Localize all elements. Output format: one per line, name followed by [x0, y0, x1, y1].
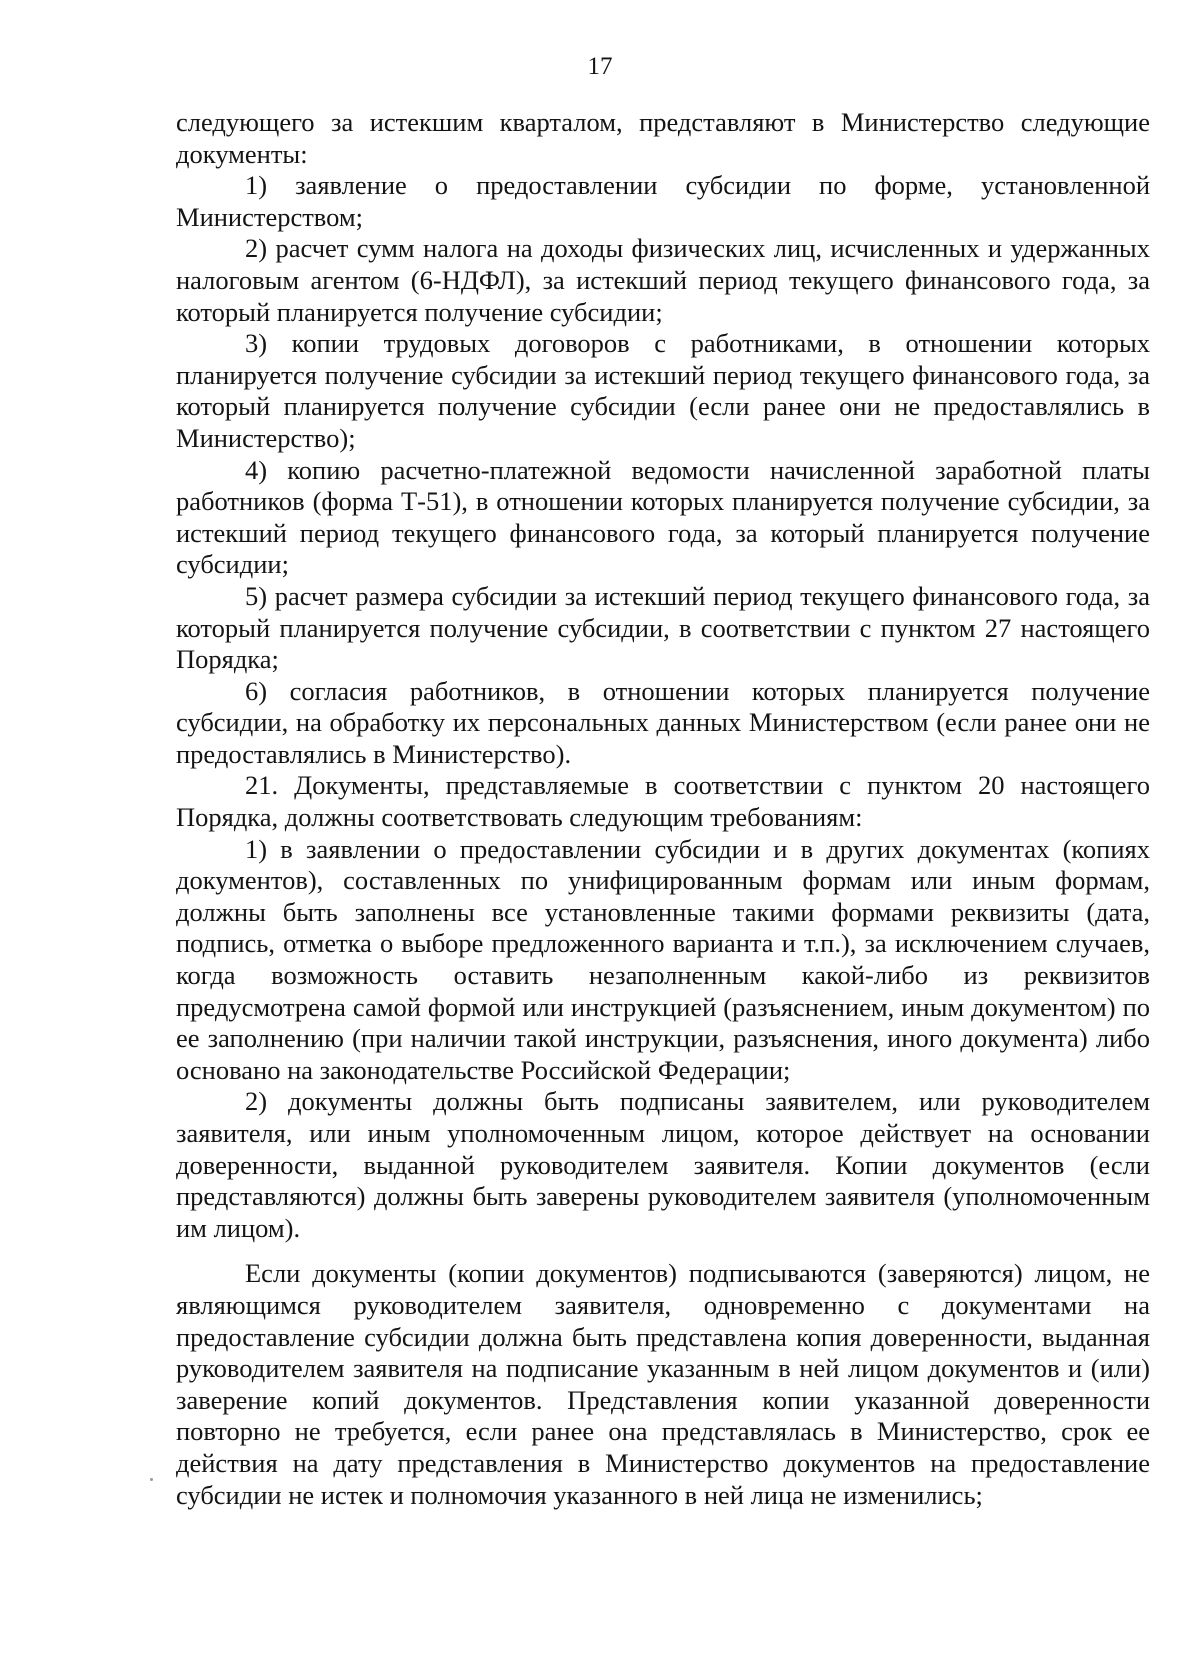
- section-21-paragraph: 21. Документы, представляемые в соответствии с пунктом 20 настоящего Порядка, должны соответствовать следующим требованиям:: [176, 770, 1150, 833]
- list-item-1: 1) заявление о предоставлении субсидии по форме, установленной Министерством;: [176, 170, 1150, 232]
- list-item-3: 3) копии трудовых договоров с работниками, в отношении которых планируется получение субсидии за истекший период текущего финансового года, за который планируется получение субсидии (если ранее они не предоставлялись в Министерство);: [176, 328, 1150, 453]
- requirement-item-1: 1) в заявлении о предоставлении субсидии и в других документах (копиях документов), составленных по унифицированным формам или иным формам, должны быть заполнены все установленные такими формами реквизиты (дата, подпись, отметка о выборе предложенного варианта и т.п.), за исключением случаев, когда возможность оставить незаполненным какой-либо из реквизитов предусмотрена самой формой или инструкцией (разъяснением, иным документом) по ее заполнению (при наличии такой инструкции, разъяснения, иного документа) либо основано на законодательстве Российской Федерации;: [176, 833, 1150, 1085]
- list-item-2: 2) расчет сумм налога на доходы физических лиц, исчисленных и удержанных налоговым агентом (6-НДФЛ), за истекший период текущего финансового года, за который планируется получение субсидии;: [176, 233, 1150, 327]
- requirement-item-2: 2) документы должны быть подписаны заявителем, или руководителем заявителя, или иным уполномоченным лицом, которое действует на основании доверенности, выданной руководителем заявителя. Копии документов (если представляются) должны быть заверены руководителем заявителя (уполномоченным им лицом).: [176, 1086, 1150, 1243]
- document-body: [176, 107, 1150, 1511]
- paragraph-continuation: следующего за истекшим кварталом, представляют в Министерство следующие документы:: [176, 107, 1150, 169]
- list-item-4: 4) копию расчетно-платежной ведомости начисленной заработной платы работников (форма Т-51), в отношении которых планируется получение субсидии, за истекший период текущего финансового года, за который планируется получение субсидии;: [176, 454, 1150, 580]
- power-of-attorney-paragraph: Если документы (копии документов) подписываются (заверяются) лицом, не являющимся руководителем заявителя, одновременно с документами на предоставление субсидии должна быть представлена копия доверенности, выданная руководителем заявителя на подписание указанным в ней лицом документов и (или) заверение копий документов. Представления копии указанной доверенности повторно не требуется, если ранее она представлялась в Министерство, срок ее действия на дату представления в Министерство документов на предоставление субсидии не истек и полномочия указанного в ней лица не изменились;: [176, 1258, 1150, 1510]
- list-item-6: 6) согласия работников, в отношении которых планируется получение субсидии, на обработку их персональных данных Министерством (если ранее они не предоставлялись в Министерство).: [176, 675, 1150, 769]
- scan-speck: [150, 1478, 153, 1481]
- page-number: 17: [587, 53, 613, 80]
- list-item-5: 5) расчет размера субсидии за истекший период текущего финансового года, за который планируется получение субсидии, в соответствии с пунктом 27 настоящего Порядка;: [176, 580, 1150, 675]
